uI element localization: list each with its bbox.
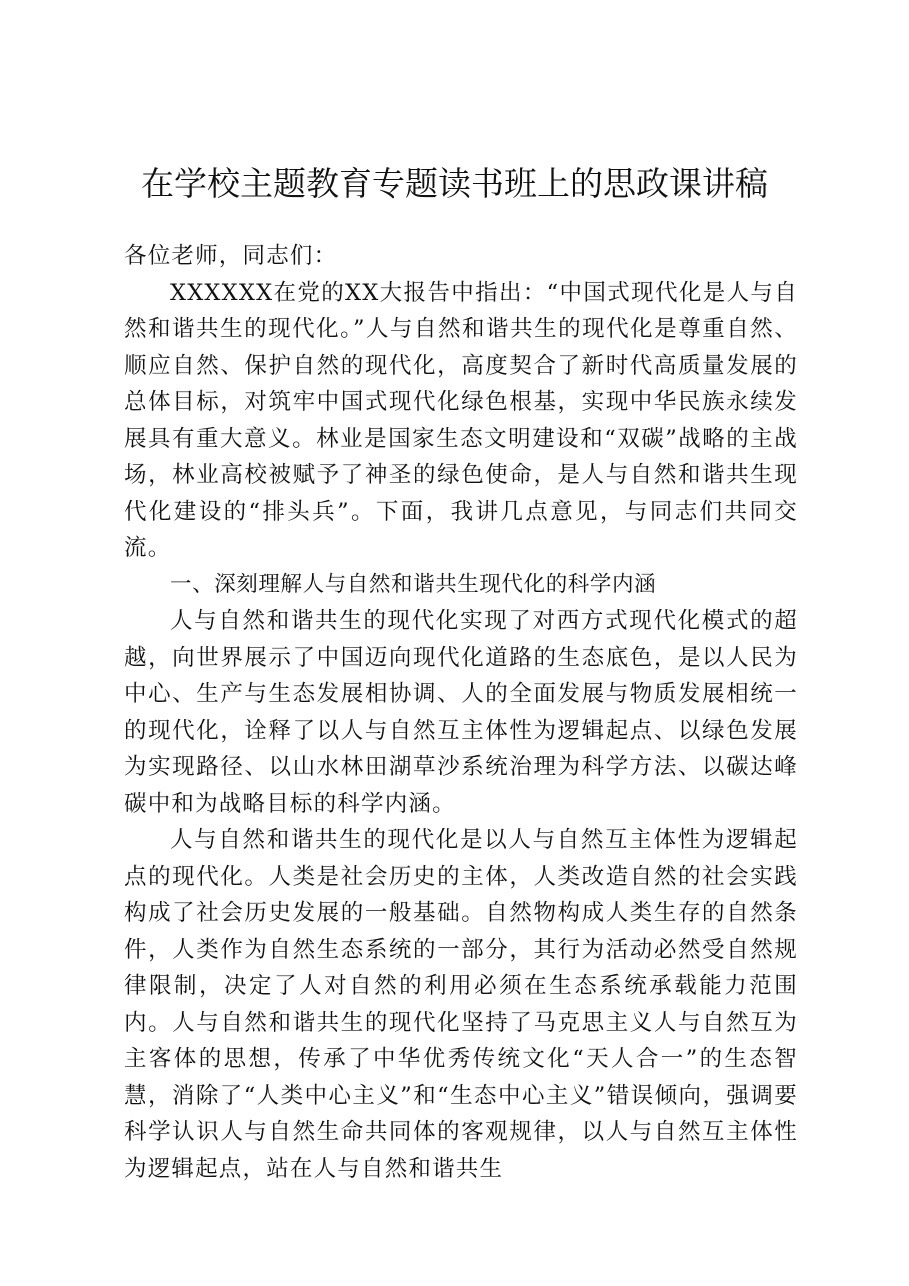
- section-paragraph-2: 人与自然和谐共生的现代化是以人与自然互主体性为逻辑起点的现代化。人类是社会历史的主体，人类改造自然的社会实践构成了社会历史发展的一般基础。自然物构成人类生存的自然条件，人类作为自然生态系统的一部分，其行为活动必然受自然规律限制，决定了人对自然的利用必须在生态系统承载能力范围内。人与自然和谐共生的现代化坚持了马克思主义人与自然互为主客体的思想，传承了中华优秀传统文化“天人合一”的生态智慧，消除了“人类中心主义”和“生态中心主义”错误倾向，强调要科学认识人与自然生命共同体的客观规律，以人与自然互主体性为逻辑起点，站在人与自然和谐共生: [124, 827, 798, 1182]
- document-title: 在学校主题教育专题读书班上的思政课讲稿: [141, 164, 768, 203]
- salutation: 各位老师，同志们：: [124, 243, 338, 269]
- document-body: [124, 238, 798, 1187]
- section-heading: 一、深刻理解人与自然和谐共生现代化的科学内涵: [170, 571, 657, 597]
- intro-paragraph: XXXXXX在党的XX大报告中指出：“中国式现代化是人与自然和谐共生的现代化。”人与自然和谐共生的现代化是尊重自然、顺应自然、保护自然的现代化，高度契合了新时代高质量发展的总体目标，对筑牢中国式现代化绿色根基，实现中华民族永续发展具有重大意义。林业是国家生态文明建设和“双碳”战略的主战场，林业高校被赋予了神圣的绿色使命，是人与自然和谐共生现代化建设的“排头兵”。下面，我讲几点意见，与同志们共同交流。: [124, 279, 798, 561]
- section-paragraph-1: 人与自然和谐共生的现代化实现了对西方式现代化模式的超越，向世界展示了中国迈向现代化道路的生态底色，是以人民为中心、生产与生态发展相协调、人的全面发展与物质发展相统一的现代化，诠释了以人与自然互主体性为逻辑起点、以绿色发展为实现路径、以山水林田湖草沙系统治理为科学方法、以碳达峰碳中和为战略目标的科学内涵。: [124, 608, 798, 817]
